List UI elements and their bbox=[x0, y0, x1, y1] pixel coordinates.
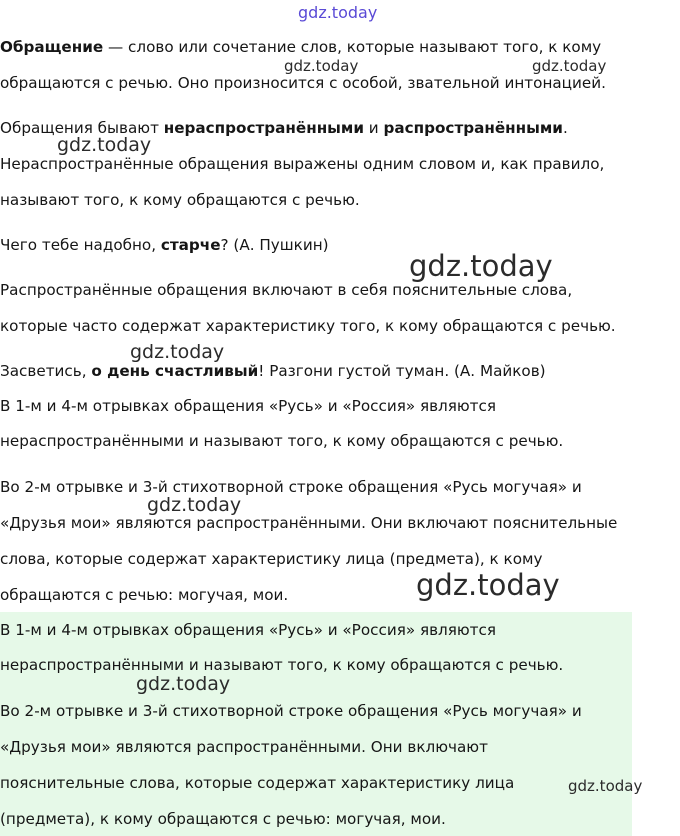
watermark-logo: gdz.today bbox=[568, 777, 643, 795]
answer-2-line-4: (предмета), к кому обращаются с речью: могучая, мои. bbox=[0, 810, 446, 828]
text: ! Разгони густой туман. (А. Майков) bbox=[258, 362, 546, 380]
text: Чего тебе надобно, bbox=[0, 236, 161, 254]
text: Засветись, bbox=[0, 362, 92, 380]
example-pushkin bbox=[0, 236, 329, 254]
answer-2-line-3: пояснительные слова, которые содержат характеристику лица bbox=[0, 774, 515, 792]
analysis-1-line-2: нераспространёнными и называют того, к кому обращаются с речью. bbox=[0, 432, 564, 450]
text: — слово или сочетание слов, которые называют того, к кому bbox=[103, 38, 602, 56]
watermark-logo: gdz.today bbox=[532, 57, 607, 75]
watermark-logo: gdz.today bbox=[284, 57, 359, 75]
bold-term: распространёнными bbox=[383, 119, 563, 137]
answer-1-line-1: В 1-м и 4-м отрывках обращения «Русь» и «Россия» являются bbox=[0, 621, 497, 639]
extended-line-2: которые часто содержат характеристику того, к кому обращаются с речью. bbox=[0, 317, 616, 335]
analysis-2-line-1: Во 2-м отрывке и 3-й стихотворной строке обращения «Русь могучая» и bbox=[0, 478, 582, 496]
watermark-logo: gdz.today bbox=[416, 568, 560, 602]
text: ? (А. Пушкин) bbox=[220, 236, 329, 254]
analysis-2-line-2: «Друзья мои» являются распространёнными. Они включают пояснительные bbox=[0, 514, 618, 532]
example-maykov bbox=[0, 362, 546, 380]
types-line-2: Нераспространённые обращения выражены одним словом и, как правило, bbox=[0, 155, 605, 173]
watermark-logo: gdz.today bbox=[409, 249, 553, 283]
text: Обращения бывают bbox=[0, 119, 164, 137]
watermark-logo: gdz.today bbox=[57, 134, 152, 156]
extended-line-1: Распространённые обращения включают в себя пояснительные слова, bbox=[0, 281, 573, 299]
watermark-logo: gdz.today bbox=[298, 3, 378, 22]
answer-1-line-2: нераспространёнными и называют того, к кому обращаются с речью. bbox=[0, 656, 564, 674]
text: и bbox=[363, 119, 384, 137]
watermark-logo: gdz.today bbox=[130, 341, 225, 363]
bold-address: старче bbox=[160, 236, 221, 254]
answer-2-line-1: Во 2-м отрывке и 3-й стихотворной строке обращения «Русь могучая» и bbox=[0, 702, 582, 720]
types-line-3: называют того, к кому обращаются с речью. bbox=[0, 191, 360, 209]
analysis-2-line-3: слова, которые содержат характеристику лица (предмета), к кому bbox=[0, 550, 543, 568]
term-bold: Обращение bbox=[0, 38, 104, 56]
definition-line-1 bbox=[0, 38, 601, 56]
bold-address: о день счастливый bbox=[91, 362, 259, 380]
answer-highlight bbox=[0, 612, 632, 836]
watermark-logo: gdz.today bbox=[136, 673, 231, 695]
bold-term: нераспространёнными bbox=[163, 119, 364, 137]
answer-2-line-2: «Друзья мои» являются распространёнными. Они включают bbox=[0, 738, 488, 756]
analysis-2-line-4: обращаются с речью: могучая, мои. bbox=[0, 586, 289, 604]
text: . bbox=[562, 119, 568, 137]
analysis-1-line-1: В 1-м и 4-м отрывках обращения «Русь» и «Россия» являются bbox=[0, 397, 497, 415]
definition-line-2: обращаются с речью. Оно произносится с особой, звательной интонацией. bbox=[0, 74, 606, 92]
watermark-logo: gdz.today bbox=[147, 494, 242, 516]
